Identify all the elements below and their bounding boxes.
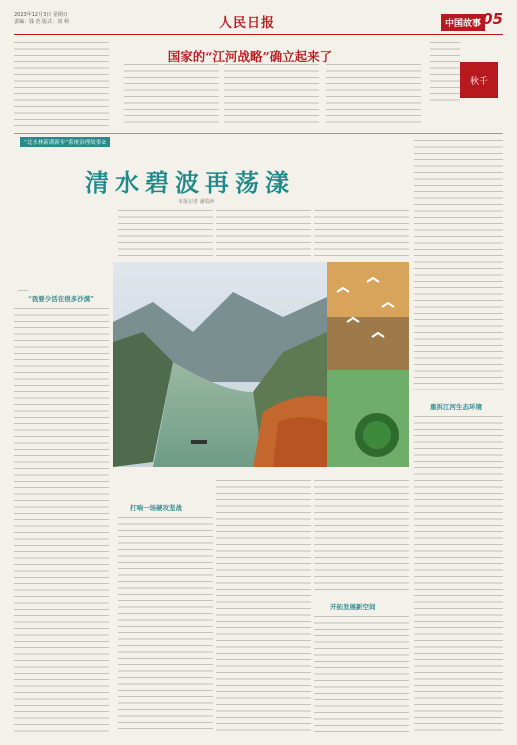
page-number: 05 (482, 10, 503, 28)
mid-col-3b (314, 616, 409, 733)
main-headline: 清水碧波再荡漾 (85, 168, 295, 197)
subhead-3: 开拓发展新空间 (330, 603, 376, 611)
mid-col-3 (314, 480, 409, 590)
masthead-logo: 人民日报 (219, 16, 276, 31)
birds-photo (327, 262, 409, 370)
header-editor: 责编：钱 范 版式：刘 利 (14, 19, 69, 25)
top-col-2 (124, 64, 219, 128)
river-gorge-illustration (113, 262, 327, 467)
section-label: 中国故事 (441, 14, 485, 31)
page-header (14, 12, 503, 35)
section-divider (14, 133, 503, 134)
subhead-2: 打响一场硬攻坚战 (130, 504, 182, 512)
header-date: 2023年12月3日 星期日 (14, 12, 68, 18)
island-illustration (327, 370, 409, 467)
mid-col-1 (118, 517, 213, 733)
left-col (14, 308, 109, 733)
top-col-4 (326, 64, 421, 128)
birds-illustration (327, 262, 409, 370)
top-col-3 (224, 64, 319, 128)
subhead-4: 重拆江河生态环境 (430, 403, 482, 411)
byline: 本报记者 潘瑞萍 (178, 199, 215, 205)
river-gorge-photo (113, 262, 327, 467)
top-headline: 国家的“江河战略”确立起来了 (167, 49, 333, 64)
header-meta-block (14, 12, 69, 26)
mid-col-2 (216, 480, 311, 733)
lead-col-2 (216, 210, 311, 258)
island-photo (327, 370, 409, 467)
top-col-5 (430, 42, 460, 102)
author-seal: 秋千 (460, 62, 498, 98)
right-col-bottom (414, 416, 503, 733)
subhead-1: “我要少活在很多沙漠” (28, 295, 94, 303)
lead-col-3 (314, 210, 409, 258)
lead-col-1 (118, 210, 213, 258)
top-col-1 (14, 42, 109, 128)
left-sub-label: —— (18, 288, 28, 294)
right-col-top (414, 140, 503, 390)
series-tag: “北水林新湖新步”系统治理故事② (20, 137, 110, 147)
